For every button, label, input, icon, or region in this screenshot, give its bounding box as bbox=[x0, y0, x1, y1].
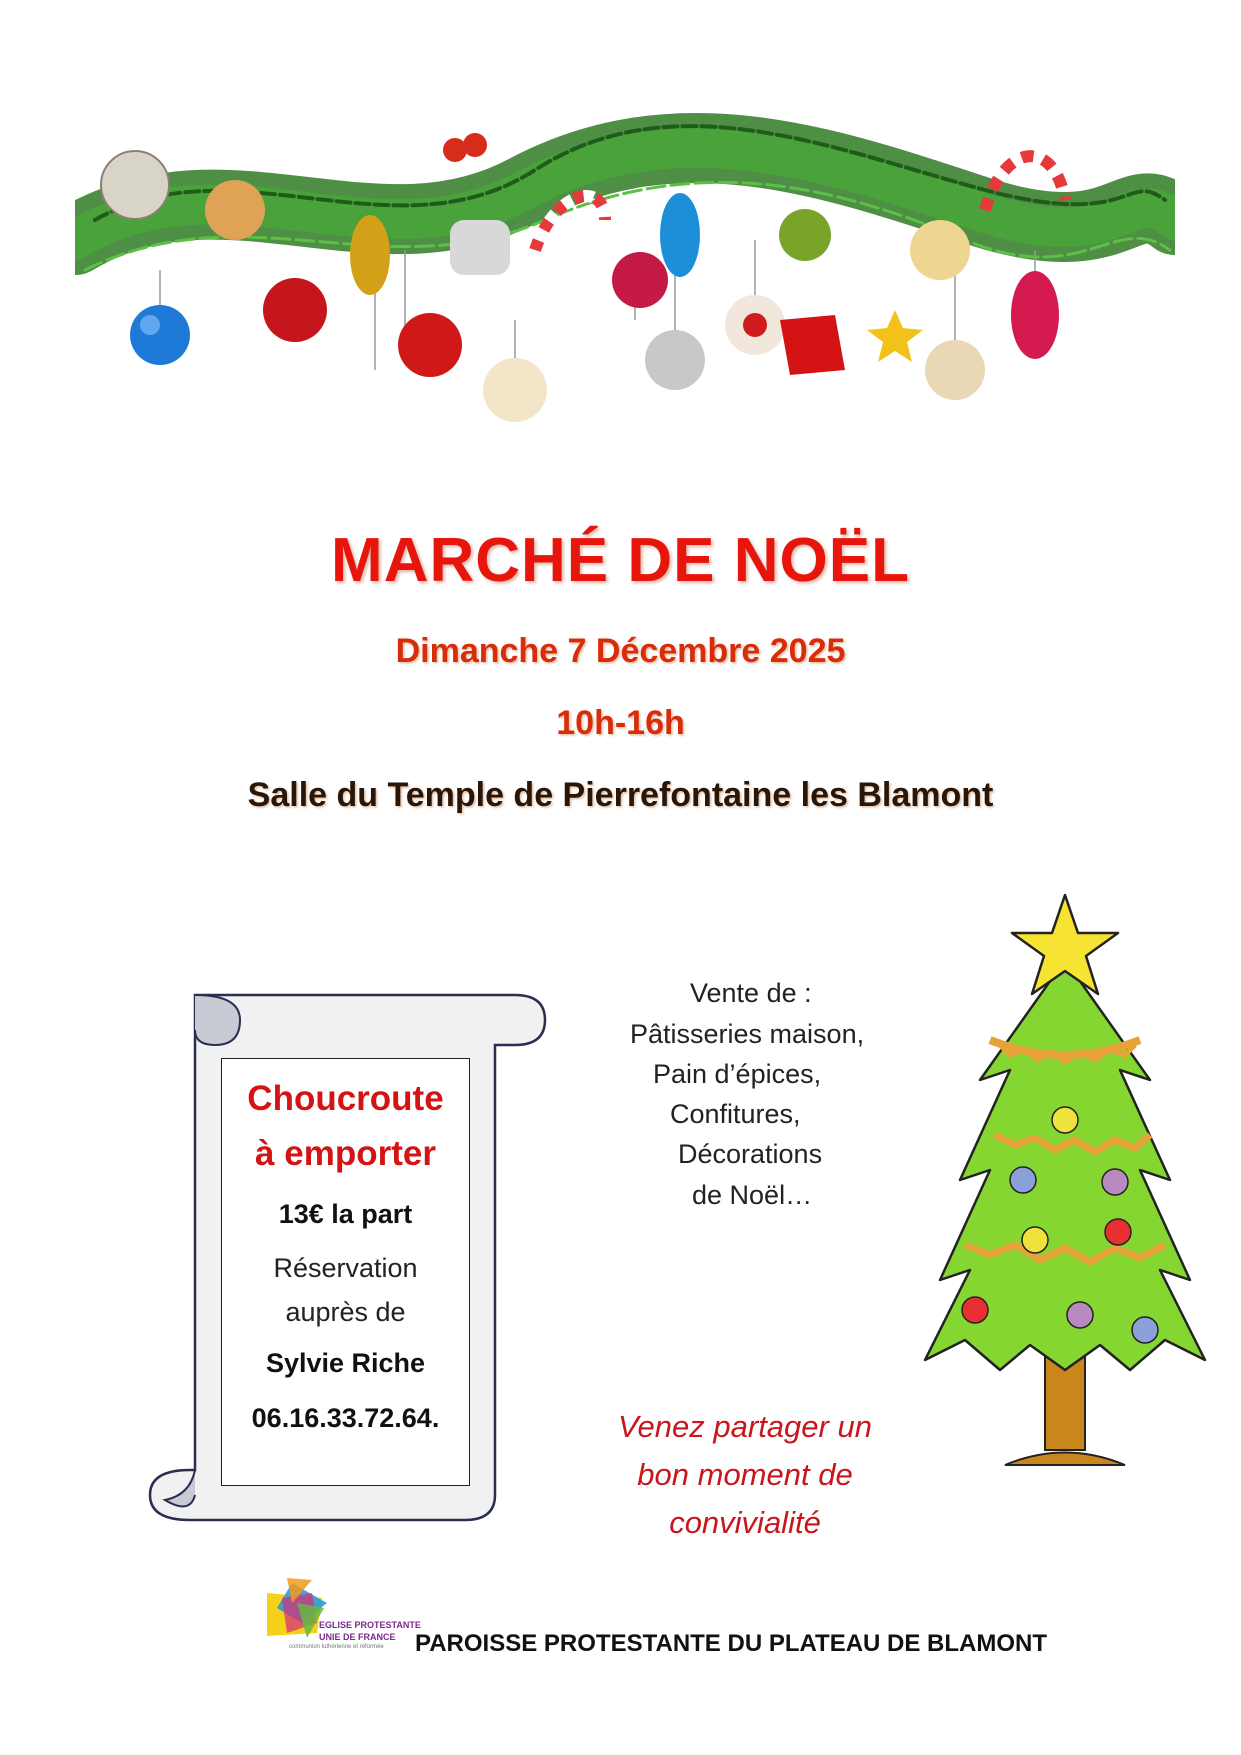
contact-phone: 06.16.33.72.64. bbox=[251, 1403, 440, 1433]
choucroute-price: 13€ la part bbox=[278, 1199, 413, 1229]
reservation-line-2: auprès de bbox=[285, 1297, 406, 1327]
choucroute-line-1: Choucroute bbox=[247, 1079, 444, 1118]
event-venue: Salle du Temple de Pierrefontaine les Blamont bbox=[247, 776, 994, 814]
vente-heading: Vente de : bbox=[690, 978, 812, 1008]
slogan-line-1: Venez partager un bbox=[618, 1409, 872, 1444]
logo-text-line-2: UNIE DE FRANCE bbox=[319, 1632, 396, 1642]
slogan-line-3: convivialité bbox=[669, 1505, 821, 1540]
christmas-tree-icon bbox=[920, 890, 1210, 1470]
vente-item: Confitures, bbox=[670, 1099, 801, 1129]
logo-text-line-3: communion luthérienne et réformée bbox=[289, 1644, 384, 1650]
page-title: MARCHÉ DE NOËL bbox=[331, 526, 910, 595]
slogan-line-2: bon moment de bbox=[637, 1457, 853, 1492]
christmas-garland-icon bbox=[75, 70, 1175, 430]
slogan bbox=[580, 1403, 910, 1547]
vente-item: Pain d’épices, bbox=[653, 1059, 822, 1089]
footer-parish: PAROISSE PROTESTANTE DU PLATEAU DE BLAMONT bbox=[415, 1630, 1048, 1657]
choucroute-title bbox=[222, 1071, 469, 1181]
event-hours: 10h-16h bbox=[556, 704, 685, 742]
contact-name: Sylvie Riche bbox=[265, 1348, 426, 1378]
logo-text-line-1: EGLISE PROTESTANTE bbox=[319, 1620, 421, 1630]
reservation-text bbox=[222, 1246, 469, 1334]
reservation-line-1: Réservation bbox=[273, 1253, 418, 1283]
vente-item: Décorations bbox=[678, 1139, 823, 1169]
event-date: Dimanche 7 Décembre 2025 bbox=[395, 632, 846, 670]
choucroute-line-2: à emporter bbox=[255, 1134, 436, 1173]
vente-item: de Noël… bbox=[692, 1180, 813, 1210]
vente-item: Pâtisseries maison, bbox=[630, 1019, 865, 1049]
choucroute-box bbox=[221, 1058, 470, 1486]
